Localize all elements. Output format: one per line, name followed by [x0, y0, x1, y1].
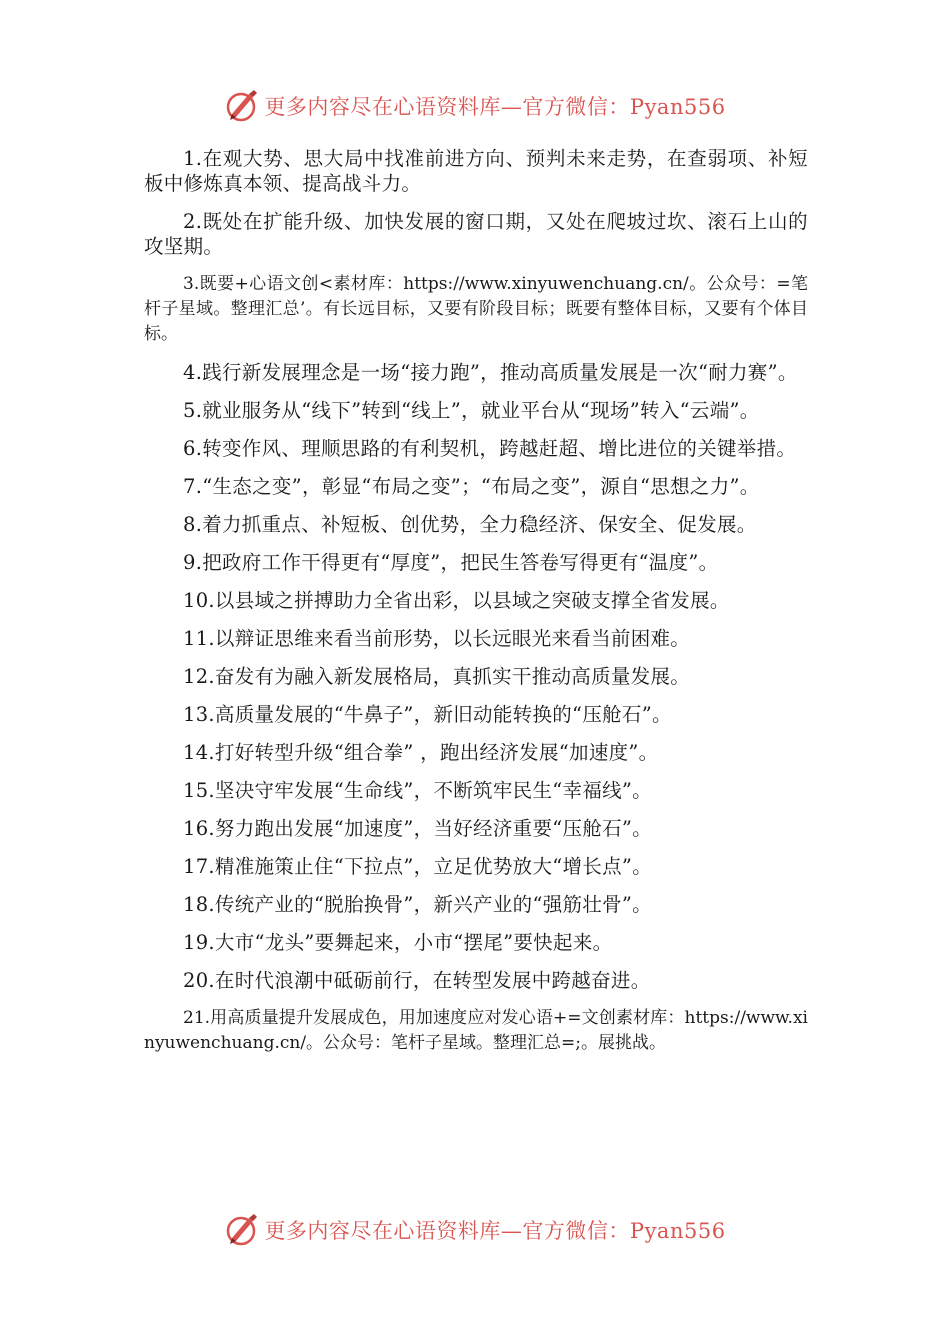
- paragraph-10: 10.以县域之拼搏助力全省出彩，以县域之突破支撑全省发展。: [183, 589, 730, 612]
- paragraph-11: 11.以辩证思维来看当前形势，以长远眼光来看当前困难。: [183, 627, 691, 650]
- paragraph-1: 1.在观大势、思大局中找准前进方向、预判未来走势，在查弱项、补短板中修炼真本领、提高战斗力。: [144, 147, 808, 195]
- banner-text: 更多内容尽在心语资料库—官方微信：Pyan556: [264, 1219, 726, 1243]
- paragraph-17: 17.精准施策止住“下拉点”，立足优势放大“增长点”。: [183, 855, 652, 878]
- header-banner: [0, 84, 950, 128]
- paragraph-6: 6.转变作风、理顺思路的有利契机，跨越赶超、增比进位的关键举措。: [183, 437, 797, 460]
- paragraph-12: 12.奋发有为融入新发展格局，真抓实干推动高质量发展。: [183, 665, 691, 688]
- paragraph-9: 9.把政府工作干得更有“厚度”，把民生答卷写得更有“温度”。: [183, 551, 719, 574]
- paragraph-2: 2.既处在扩能升级、加快发展的窗口期，又处在爬坡过坎、滚石上山的攻坚期。: [144, 210, 808, 258]
- paragraph-5: 5.就业服务从“线下”转到“线上”，就业平台从“现场”转入“云端”。: [183, 399, 760, 422]
- paragraph-15: 15.坚决守牢发展“生命线”，不断筑牢民生“幸福线”。: [183, 779, 652, 802]
- paragraph-20: 20.在时代浪潮中砥砺前行，在转型发展中跨越奋进。: [183, 969, 651, 992]
- paragraph-14: 14.打好转型升级“组合拳” ，跑出经济发展“加速度”。: [183, 741, 659, 764]
- paragraph-18: 18.传统产业的“脱胎换骨”，新兴产业的“强筋壮骨”。: [183, 893, 652, 916]
- paragraph-3: 3.既要+心语文创<素材库：https://www.xinyuwenchuang.cn/。公众号：=笔杆子星域。整理汇总’。有长远目标，又要有阶段目标；既要有整体目标，又要有个体目标。: [144, 274, 808, 344]
- paragraph-16: 16.努力跑出发展“加速度”，当好经济重要“压舱石”。: [183, 817, 652, 840]
- pen-circle-logo-icon: [224, 1212, 260, 1248]
- document-body: [144, 144, 808, 1056]
- paragraph-13: 13.高质量发展的“牛鼻子”，新旧动能转换的“压舱石”。: [183, 703, 672, 726]
- paragraph-4: 4.践行新发展理念是一场“接力跑”，推动高质量发展是一次“耐力赛”。: [183, 361, 798, 384]
- paragraph-7: 7.“生态之变”，彰显“布局之变”；“布局之变”，源自“思想之力”。: [183, 475, 760, 498]
- paragraph-19: 19.大市“龙头”要舞起来，小市“摆尾”要快起来。: [183, 931, 613, 954]
- pen-circle-logo-icon: [224, 88, 260, 124]
- paragraph-21: 21.用高质量提升发展成色，用加速度应对发心语+=文创素材库：https://www.xinyuwenchuang.cn/。公众号：笔杆子星域。整理汇总=;。展挑战。: [144, 1008, 808, 1053]
- paragraph-8: 8.着力抓重点、补短板、创优势，全力稳经济、保安全、促发展。: [183, 513, 757, 536]
- footer-banner: [0, 1208, 950, 1252]
- banner-text: 更多内容尽在心语资料库—官方微信：Pyan556: [264, 95, 726, 119]
